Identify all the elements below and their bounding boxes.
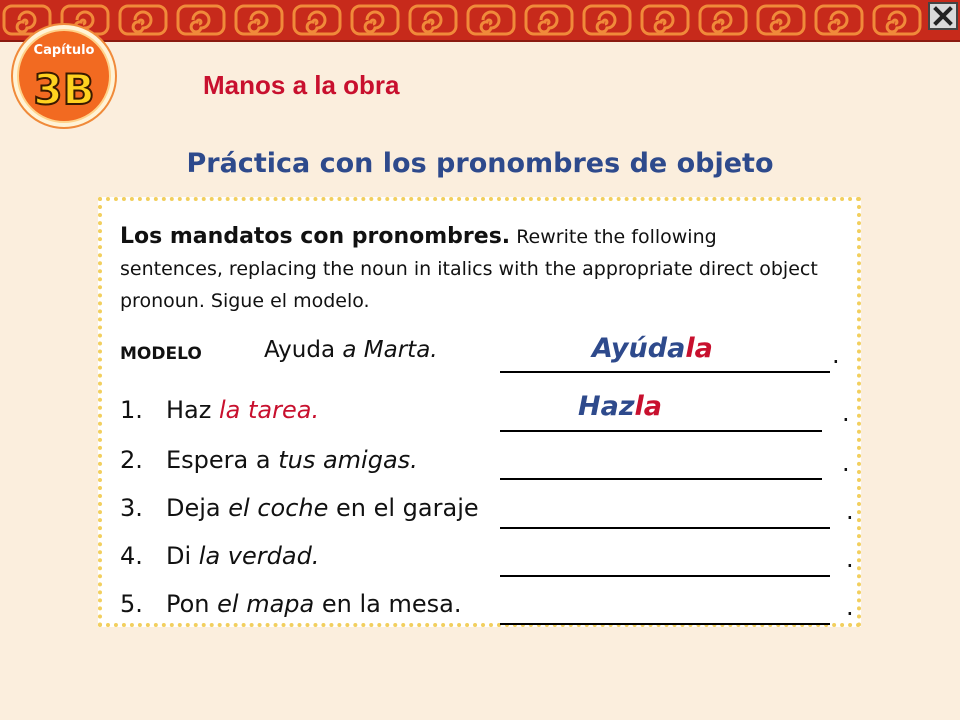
item-period: . [846,497,854,525]
item-italic: tus amigas. [278,446,418,474]
exercise-item-5 [120,590,461,618]
modelo-period: . [832,341,840,369]
modelo-answer [592,333,713,364]
chapter-badge [10,22,118,130]
item-period: . [842,399,850,427]
instructions [120,221,820,317]
banner-swirl-icon [597,12,615,32]
item-period: . [846,593,854,621]
close-icon [933,6,953,26]
exercise-item-1 [120,396,319,424]
banner-swirl-icon [481,12,499,32]
item-period: . [846,545,854,573]
modelo-object: a Marta. [342,337,438,363]
item-number: 4. [120,542,143,570]
item-text: Haz [166,396,219,424]
item-italic: el coche [228,494,329,522]
answer-field-2[interactable] [500,442,822,480]
banner-swirl-icon [539,12,557,32]
item-text: Espera a [166,446,279,474]
page-title: Práctica con los pronombres de objeto [186,148,774,179]
answer-field-5[interactable] [500,587,830,625]
modelo-answer-pronoun: la [685,333,713,364]
item-number: 2. [120,446,143,474]
item-italic: el mapa [217,590,315,618]
modelo-sentence [264,337,438,363]
item-italic: la verdad. [198,542,320,570]
item-number: 5. [120,590,143,618]
answer-field-3[interactable] [500,491,830,529]
item-number: 3. [120,494,143,522]
close-button[interactable] [928,2,958,30]
answer-1 [578,391,662,422]
modelo-answer-main: Ayúda [592,333,686,364]
instructions-body: Rewrite the following sentences, replacing the noun in italics with the appropriate direct object pronoun. Sigue el modelo. [120,226,818,312]
item-text-after: en el garaje [328,494,479,522]
banner-swirl-icon [655,12,673,32]
banner-swirl-icon [423,12,441,32]
banner-swirl-icon [829,12,847,32]
section-subtitle: Manos a la obra [203,70,400,100]
exercise-card [98,197,861,627]
answer-field-4[interactable] [500,539,830,577]
banner-swirl-icon [307,12,325,32]
banner-swirl-icon [365,12,383,32]
exercise-item-3 [120,494,479,522]
modelo-verb: Ayuda [264,337,336,363]
item-text-after: en la mesa. [314,590,462,618]
badge-chapter-label: Capítulo [33,43,95,58]
item-text: Deja [166,494,229,522]
decorative-banner [0,0,960,42]
exercise-item-4 [120,542,319,570]
badge-chapter-number: 3B [33,65,95,114]
banner-swirl-icon [713,12,731,32]
answer-main: Haz [578,391,635,422]
instructions-heading: Los mandatos con pronombres. [120,224,511,249]
banner-swirl-icon [249,12,267,32]
item-text: Pon [166,590,218,618]
item-text: Di [166,542,199,570]
banner-swirl-icon [771,12,789,32]
banner-swirl-icon [191,12,209,32]
exercise-item-2 [120,446,418,474]
banner-swirl-icon [133,12,151,32]
banner-swirl-icon [887,12,905,32]
item-period: . [842,449,850,477]
item-italic: la tarea. [218,396,320,424]
modelo-label: MODELO [120,344,202,364]
item-number: 1. [120,396,143,424]
answer-pronoun: la [634,391,663,422]
